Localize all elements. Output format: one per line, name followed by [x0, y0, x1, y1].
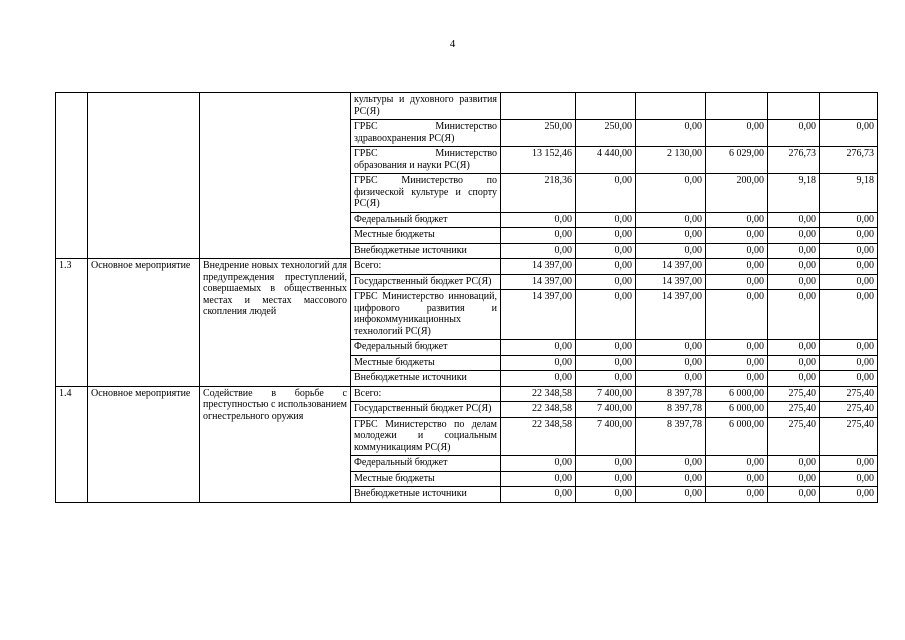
amount-cell: 0,00 — [636, 355, 706, 371]
amount-cell: 0,00 — [820, 355, 878, 371]
source-cell: Всего: — [351, 259, 501, 275]
amount-cell: 0,00 — [576, 259, 636, 275]
section-number: 1.3 — [56, 259, 88, 387]
amount-cell: 0,00 — [501, 340, 576, 356]
amount-cell: 0,00 — [820, 487, 878, 503]
amount-cell: 0,00 — [768, 471, 820, 487]
source-cell: Всего: — [351, 386, 501, 402]
table-row — [56, 259, 878, 275]
amount-cell: 275,40 — [768, 417, 820, 456]
amount-cell: 276,73 — [820, 147, 878, 174]
amount-cell — [576, 93, 636, 120]
amount-cell: 0,00 — [820, 371, 878, 387]
source-cell: ГРБС Министерство по делам молодежи и социальным коммуникациям РС(Я) — [351, 417, 501, 456]
amount-cell: 0,00 — [706, 456, 768, 472]
source-cell: Внебюджетные источники — [351, 487, 501, 503]
amount-cell: 2 130,00 — [636, 147, 706, 174]
amount-cell: 0,00 — [501, 212, 576, 228]
amount-cell: 0,00 — [576, 274, 636, 290]
amount-cell: 0,00 — [636, 174, 706, 213]
amount-cell: 14 397,00 — [501, 274, 576, 290]
amount-cell: 4 440,00 — [576, 147, 636, 174]
number-cell — [56, 93, 88, 259]
table-row — [56, 93, 878, 120]
amount-cell: 0,00 — [768, 259, 820, 275]
amount-cell: 6 000,00 — [706, 402, 768, 418]
amount-cell: 0,00 — [576, 174, 636, 213]
amount-cell: 0,00 — [706, 487, 768, 503]
source-cell: Федеральный бюджет — [351, 456, 501, 472]
amount-cell: 0,00 — [768, 355, 820, 371]
amount-cell: 0,00 — [501, 355, 576, 371]
amount-cell: 0,00 — [706, 371, 768, 387]
amount-cell — [706, 93, 768, 120]
section-name: Внедрение новых технологий для предупреждения преступлений, совершаемых в общественных местах и местах массового скопления людей — [200, 259, 351, 387]
amount-cell: 0,00 — [768, 243, 820, 259]
budget-table — [55, 92, 878, 503]
amount-cell: 0,00 — [576, 456, 636, 472]
amount-cell: 0,00 — [501, 456, 576, 472]
amount-cell: 14 397,00 — [636, 290, 706, 340]
source-cell: Государственный бюджет РС(Я) — [351, 402, 501, 418]
amount-cell: 250,00 — [501, 120, 576, 147]
amount-cell — [820, 93, 878, 120]
amount-cell: 0,00 — [820, 290, 878, 340]
source-cell: Федеральный бюджет — [351, 212, 501, 228]
amount-cell: 14 397,00 — [501, 290, 576, 340]
type-cell — [88, 93, 200, 259]
amount-cell: 0,00 — [501, 371, 576, 387]
amount-cell: 275,40 — [768, 402, 820, 418]
amount-cell: 0,00 — [636, 487, 706, 503]
amount-cell: 7 400,00 — [576, 386, 636, 402]
amount-cell: 13 152,46 — [501, 147, 576, 174]
amount-cell: 275,40 — [768, 386, 820, 402]
amount-cell: 0,00 — [636, 456, 706, 472]
amount-cell: 0,00 — [636, 243, 706, 259]
amount-cell: 0,00 — [576, 471, 636, 487]
amount-cell: 6 000,00 — [706, 417, 768, 456]
source-cell: Местные бюджеты — [351, 228, 501, 244]
amount-cell: 0,00 — [706, 120, 768, 147]
amount-cell: 0,00 — [820, 228, 878, 244]
amount-cell: 14 397,00 — [501, 259, 576, 275]
amount-cell — [501, 93, 576, 120]
amount-cell: 9,18 — [768, 174, 820, 213]
amount-cell: 0,00 — [768, 340, 820, 356]
table-row — [56, 386, 878, 402]
amount-cell: 0,00 — [636, 228, 706, 244]
amount-cell: 0,00 — [820, 456, 878, 472]
amount-cell: 7 400,00 — [576, 402, 636, 418]
amount-cell: 0,00 — [820, 340, 878, 356]
amount-cell: 0,00 — [576, 371, 636, 387]
amount-cell: 0,00 — [636, 371, 706, 387]
amount-cell: 0,00 — [636, 471, 706, 487]
amount-cell: 0,00 — [501, 471, 576, 487]
amount-cell: 0,00 — [576, 228, 636, 244]
amount-cell: 0,00 — [706, 290, 768, 340]
section-name: Содействие в борьбе с преступностью с использованием огнестрельного оружия — [200, 386, 351, 502]
amount-cell: 276,73 — [768, 147, 820, 174]
amount-cell: 7 400,00 — [576, 417, 636, 456]
amount-cell: 0,00 — [820, 243, 878, 259]
amount-cell: 0,00 — [636, 212, 706, 228]
source-cell: Внебюджетные источники — [351, 243, 501, 259]
amount-cell: 0,00 — [768, 120, 820, 147]
amount-cell — [768, 93, 820, 120]
amount-cell: 0,00 — [501, 243, 576, 259]
section-number: 1.4 — [56, 386, 88, 502]
amount-cell: 0,00 — [820, 120, 878, 147]
source-cell: культуры и духовного развития РС(Я) — [351, 93, 501, 120]
source-cell: ГРБС Министерство здравоохранения РС(Я) — [351, 120, 501, 147]
page-number: 4 — [449, 38, 456, 50]
source-cell: ГРБС Министерство образования и науки РС(Я) — [351, 147, 501, 174]
source-cell: Федеральный бюджет — [351, 340, 501, 356]
amount-cell: 0,00 — [768, 487, 820, 503]
amount-cell: 275,40 — [820, 417, 878, 456]
amount-cell: 218,36 — [501, 174, 576, 213]
amount-cell: 0,00 — [820, 274, 878, 290]
amount-cell: 0,00 — [706, 274, 768, 290]
amount-cell: 8 397,78 — [636, 386, 706, 402]
amount-cell: 0,00 — [576, 340, 636, 356]
amount-cell: 0,00 — [768, 371, 820, 387]
amount-cell: 0,00 — [820, 212, 878, 228]
amount-cell: 0,00 — [636, 340, 706, 356]
amount-cell: 9,18 — [820, 174, 878, 213]
amount-cell: 0,00 — [576, 355, 636, 371]
amount-cell: 0,00 — [576, 212, 636, 228]
amount-cell: 22 348,58 — [501, 417, 576, 456]
section-type: Основное мероприятие — [88, 386, 200, 502]
amount-cell: 0,00 — [706, 471, 768, 487]
amount-cell: 0,00 — [706, 259, 768, 275]
amount-cell: 8 397,78 — [636, 402, 706, 418]
amount-cell: 0,00 — [768, 228, 820, 244]
amount-cell — [636, 93, 706, 120]
amount-cell: 0,00 — [706, 228, 768, 244]
amount-cell: 0,00 — [706, 212, 768, 228]
amount-cell: 0,00 — [768, 290, 820, 340]
amount-cell: 6 029,00 — [706, 147, 768, 174]
amount-cell: 6 000,00 — [706, 386, 768, 402]
amount-cell: 0,00 — [576, 487, 636, 503]
source-cell: Местные бюджеты — [351, 471, 501, 487]
amount-cell: 0,00 — [820, 259, 878, 275]
amount-cell: 0,00 — [768, 274, 820, 290]
amount-cell: 0,00 — [576, 243, 636, 259]
amount-cell: 275,40 — [820, 402, 878, 418]
amount-cell: 0,00 — [576, 290, 636, 340]
amount-cell: 8 397,78 — [636, 417, 706, 456]
source-cell: Государственный бюджет РС(Я) — [351, 274, 501, 290]
amount-cell: 0,00 — [636, 120, 706, 147]
amount-cell: 0,00 — [768, 456, 820, 472]
amount-cell: 250,00 — [576, 120, 636, 147]
amount-cell: 0,00 — [706, 355, 768, 371]
source-cell: ГРБС Министерство по физической культуре и спорту РС(Я) — [351, 174, 501, 213]
amount-cell: 275,40 — [820, 386, 878, 402]
name-cell — [200, 93, 351, 259]
amount-cell: 0,00 — [768, 212, 820, 228]
table-body — [56, 93, 878, 503]
amount-cell: 0,00 — [501, 487, 576, 503]
amount-cell: 22 348,58 — [501, 402, 576, 418]
source-cell: ГРБС Министерство инноваций, цифрового развития и инфокоммуникационных технологий РС(Я) — [351, 290, 501, 340]
amount-cell: 0,00 — [820, 471, 878, 487]
source-cell: Местные бюджеты — [351, 355, 501, 371]
amount-cell: 0,00 — [501, 228, 576, 244]
amount-cell: 14 397,00 — [636, 259, 706, 275]
source-cell: Внебюджетные источники — [351, 371, 501, 387]
amount-cell: 0,00 — [706, 243, 768, 259]
amount-cell: 0,00 — [706, 340, 768, 356]
section-type: Основное мероприятие — [88, 259, 200, 387]
amount-cell: 200,00 — [706, 174, 768, 213]
amount-cell: 14 397,00 — [636, 274, 706, 290]
amount-cell: 22 348,58 — [501, 386, 576, 402]
